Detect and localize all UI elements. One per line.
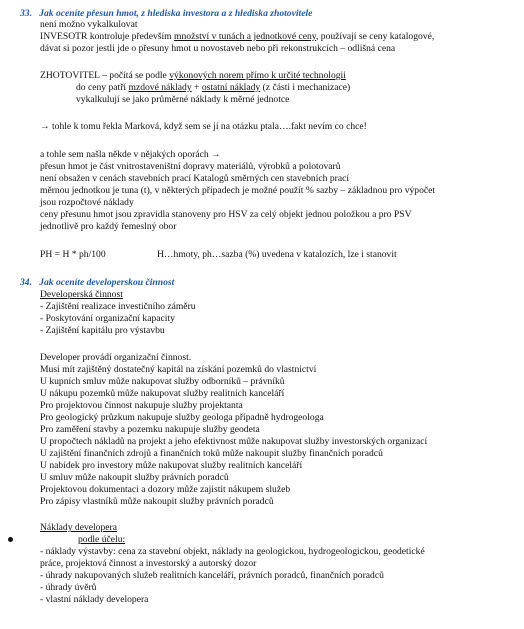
list-item: - Poskytování organizační kapacity <box>40 313 175 324</box>
text-line: a tohle sem našla někde v nějakých oporách → <box>40 149 221 160</box>
text-line: měrnou jednotkou je tuna (t), v některých případech je možné použít % sazby – základnou pro výpočet <box>40 185 436 196</box>
text-line: U smluv může nakoupit služby právních poradců <box>40 472 229 483</box>
underlined-text: výkonových norem přímo k určité technologii <box>169 70 346 81</box>
text-line: dávat si pozor jestli jde o přesuny hmot u novostaveb nebo při rekonstrukcích – odlišná cena <box>40 43 396 54</box>
text-line: U kupních smluv může nakupovat služby odborníků – právníků <box>40 376 285 387</box>
text-line: Pro zaměření stavby a pozemku nakupuje služby geodeta <box>40 424 260 435</box>
list-item-continuation: práce, projektová činnost a investorský a autorský dozor <box>40 558 257 569</box>
text-line: Projektovou dokumentaci a dozory může zajistit nákupem služeb <box>40 484 291 495</box>
underlined-text: ostatní náklady <box>201 82 261 93</box>
text-line: ceny přesunu hmot jsou zpravidla stanoveny pro HSV za celý objekt jednou položkou a pro PSV <box>40 209 412 220</box>
list-item: - náklady výstavby: cena za stavební objekt, náklady na geologickou, hydrogeologickou, geodetické <box>40 546 425 557</box>
text-span: + <box>191 82 202 93</box>
text-line: U propočtech nákladů na projekt a jeho efektivnost může nakupovat služby investorských organizací <box>40 436 428 447</box>
underlined-text: mzdové náklady <box>128 82 192 93</box>
formula: PH = H * ph/100 <box>40 249 106 260</box>
text-line: U zajištění finančních zdrojů a finančních toků může nakoupit služby finančních poradců <box>40 448 383 459</box>
underlined-text: množství v tunách a jednotkové ceny <box>174 31 316 42</box>
list-item: - Zajištění kapitálu pro výstavbu <box>40 325 165 336</box>
text-span: do ceny patří <box>76 82 129 93</box>
by-purpose-label: podle účelu: <box>78 534 126 545</box>
formula-note: H…hmoty, ph…sazba (%) uvedena v katalozích, lze i stanovit <box>157 249 397 260</box>
question-34-heading <box>20 277 174 289</box>
costs-heading: Náklady developera <box>40 522 117 533</box>
text-line: není obsažen v cenách stavebních prací Katalogů směrných cen stavebních prací <box>40 173 350 184</box>
list-item: - úhrady nakupovaných služeb realitních kanceláří, právních poradců, finančních poradců <box>40 570 384 581</box>
zhotovitel-line-2 <box>76 82 350 94</box>
text-span: , používají se ceny katalogové, <box>315 31 435 42</box>
zhotovitel-line <box>40 70 346 82</box>
text-line <box>40 31 434 43</box>
text-line: Pro zápisy vlastníků může nakoupit služby právních poradců <box>40 496 274 507</box>
text-line: jednotlivě pro každý řemeslný obor <box>40 221 177 232</box>
text-span: ZHOTOVITEL – počítá se podle <box>40 70 170 81</box>
text-line: není možno vykalkulovat <box>40 19 138 30</box>
question-number: 34. <box>20 277 32 288</box>
text-span: INVESOTR kontroluje především <box>40 31 172 42</box>
list-item: - vlastní náklady developera <box>40 594 149 605</box>
text-line: U nabídek pro investory může nakupovat služby realitních kanceláří <box>40 460 303 471</box>
zhotovitel-line-3: vykalkulují se jako průměrné náklady k měrné jednotce <box>76 94 290 105</box>
text-line: Pro geologický průzkum nakupuje služby geologa případně hydrogeologa <box>40 412 324 423</box>
text-line: Pro projektovou činnost nakupuje služby projektanta <box>40 400 243 411</box>
arrow-note: → tohle k tomu řekla Marková, když sem se jí na otázku ptala….fakt nevím co chce! <box>40 121 367 132</box>
list-item: - Zajištění realizace investičního záměru <box>40 301 196 312</box>
text-line: Developer provádí organizační činnost. <box>40 352 192 363</box>
question-title: Jak oceníte přesun hmot, z hlediska investora a z hlediska zhotovitele <box>39 8 313 19</box>
question-number: 33. <box>20 8 32 19</box>
list-item: - úhrady úvěrů <box>40 582 97 593</box>
text-line: U nákupu pozemků může nakupovat služby realitních kanceláří <box>40 388 285 399</box>
bullet-icon <box>8 537 13 542</box>
subheading: Developerská činnost <box>40 289 123 300</box>
text-line: přesun hmot je část vnitrostaveništní dopravy materiálů, výrobků a polotovarů <box>40 161 341 172</box>
question-title: Jak oceníte developerskou činnost <box>39 277 175 288</box>
text-span: (z části i mechanizace) <box>260 82 351 93</box>
text-line: Musí mít zajištěný dostatečný kapitál na získání pozemků do vlastnictví <box>40 364 317 375</box>
text-line: jsou rozpočtové náklady <box>40 197 134 208</box>
